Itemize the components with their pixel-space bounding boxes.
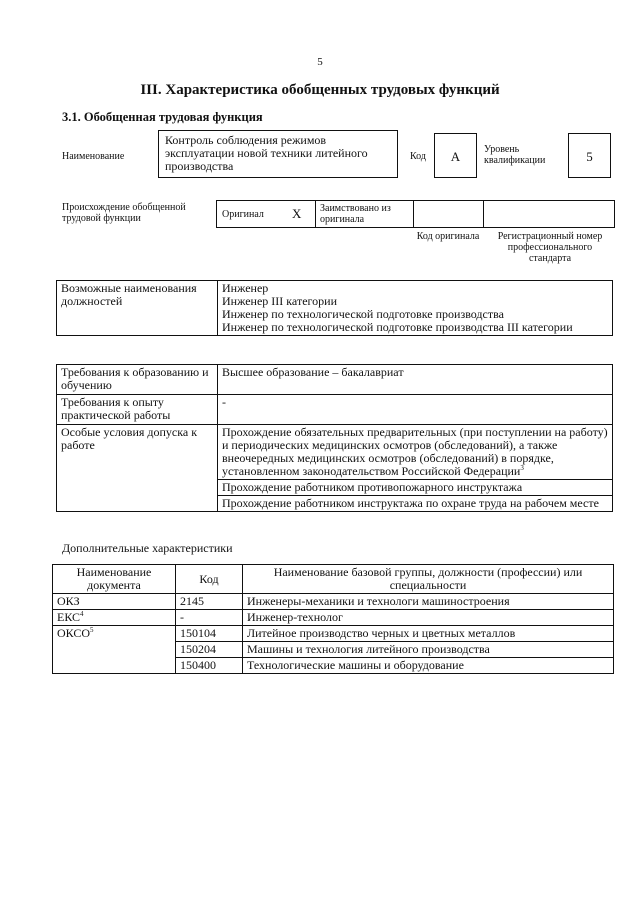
code-cell: 150204 [176,642,243,658]
level-value: 5 [586,149,593,164]
header-doc: Наименование документа [53,565,176,594]
special-condition-text: Прохождение обязательных предварительных (при поступлении на работу) и периодических медицинских осмотров (обследований), а также внеочередных медицинских осмотров (обследований) в порядке, установленном законодательством Российской Федерации [222,425,608,478]
requirements-table [56,364,613,512]
additional-title: Дополнительные характеристики [62,541,233,555]
code-cell: - [176,610,243,626]
name-cell: Машины и технология литейного производства [243,642,614,658]
table-row [53,626,614,642]
original-mark: X [292,206,302,221]
position-item: Инженер по технологической подготовке производства [222,307,504,321]
name-cell: Литейное производство черных и цветных металлов [243,626,614,642]
borrowed-label: Заимствовано из оригинала [320,203,391,225]
education-value: Высшее образование – бакалавриат [218,365,613,395]
doc-cell [53,626,176,674]
footnote-mark: 4 [80,610,84,618]
code-cell: 2145 [176,594,243,610]
origin-divider-3 [483,200,484,228]
special-conditions-label: Особые условия допуска к работе [57,425,218,512]
origin-divider-2 [413,200,414,228]
subsection-title: 3.1. Обобщенная трудовая функция [62,110,263,124]
positions-list [218,281,613,336]
position-item: Инженер III категории [222,294,337,308]
doc-name: ОКСО [57,626,91,640]
origin-divider-1 [315,200,316,228]
code-value: А [450,149,461,164]
function-name-value: Контроль соблюдения режимов эксплуатации новой техники литейного производства [165,133,368,173]
position-item: Инженер [222,281,269,295]
level-label: Уровень квалификации [484,144,546,166]
experience-label: Требования к опыту практической работы [57,395,218,425]
function-name-box [158,130,398,178]
experience-value: - [218,395,613,425]
doc-name: ОКЗ [57,594,80,608]
table-row [53,610,614,626]
education-label: Требования к образованию и обучению [57,365,218,395]
code-original-caption: Код оригинала [416,231,480,242]
name-label: Наименование [62,151,125,162]
origin-box [216,200,615,228]
special-condition-item: Прохождение работником инструктажа по охране труда на рабочем месте [218,496,613,512]
original-label: Оригинал [222,209,264,220]
header-name: Наименование базовой группы, должности (профессии) или специальности [243,565,614,594]
name-cell: Инженер-технолог [243,610,614,626]
code-value-box [434,133,477,178]
table-row [53,594,614,610]
additional-table [52,564,614,674]
doc-name: ЕКС [57,610,81,624]
footnote-mark: 3 [520,464,524,472]
special-condition-item: Прохождение работником противопожарного инструктажа [218,480,613,496]
name-cell: Технологические машины и оборудование [243,658,614,674]
position-item: Инженер по технологической подготовке производства III категории [222,320,573,334]
reg-number-caption: Регистрационный номер профессионального стандарта [497,231,603,264]
page-number: 5 [317,56,323,68]
name-cell: Инженеры-механики и технологи машиностроения [243,594,614,610]
code-cell: 150400 [176,658,243,674]
code-label: Код [410,151,426,162]
code-cell: 150104 [176,626,243,642]
footnote-mark: 5 [90,626,94,634]
doc-cell [53,594,176,610]
origin-label: Происхождение обобщенной трудовой функции [62,202,186,224]
special-condition-item [218,425,613,480]
header-code: Код [176,565,243,594]
positions-label: Возможные наименования должностей [57,281,218,336]
level-value-box [568,133,611,178]
doc-cell [53,610,176,626]
positions-table [56,280,613,336]
section-title: III. Характеристика обобщенных трудовых функций [140,82,500,98]
